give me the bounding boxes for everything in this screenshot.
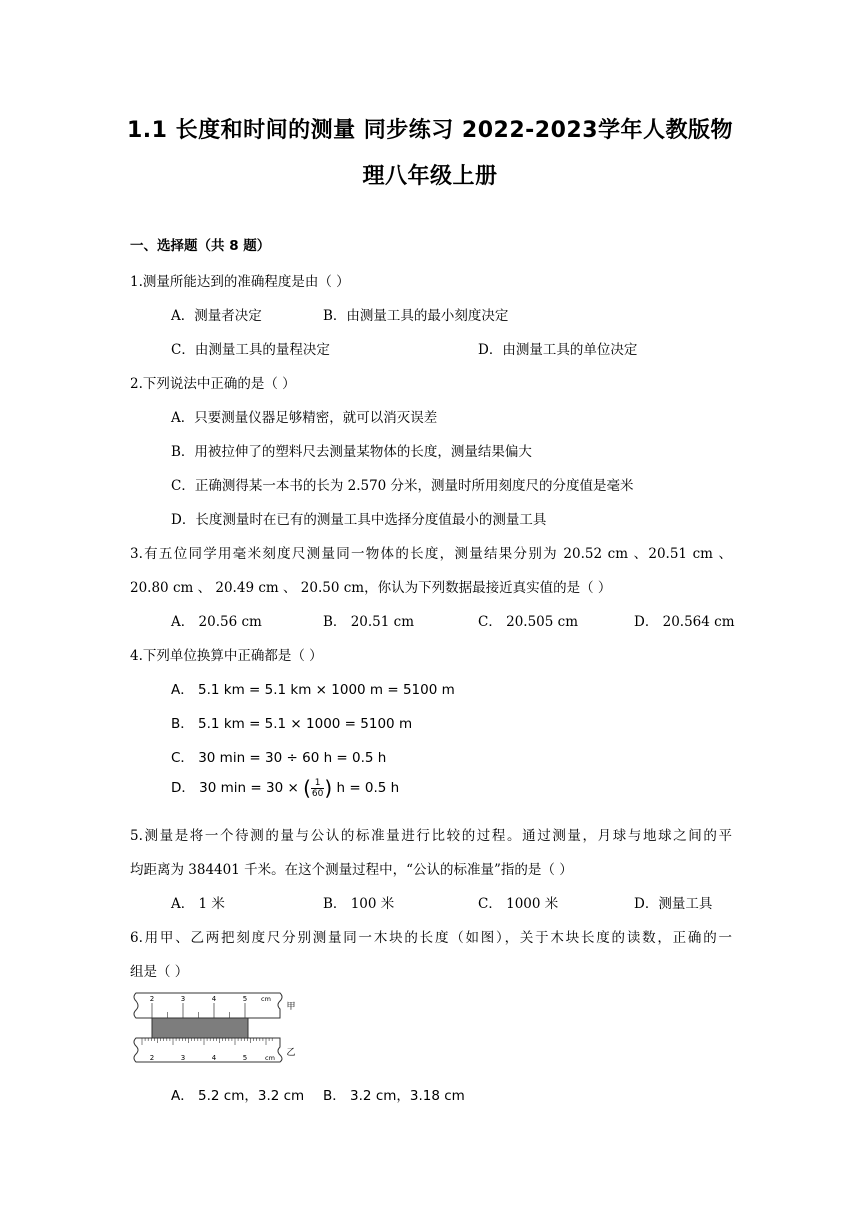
ruler-diagram [130,990,295,1065]
option-d-prefix: D． 30 min = 30 × [171,780,299,796]
question-2-stem: 2.下列说法中正确的是（ ） [130,376,296,392]
ruler-top-tick-label-3: 3 [180,995,186,1003]
question-1-option-a: A．测量者决定 [171,308,262,324]
question-2-option-a: A．只要测量仪器足够精密，就可以消灭误差 [171,410,438,426]
question-1-option-b: B．由测量工具的最小刻度决定 [323,308,509,324]
question-3-option-c: C． 20.505 cm [478,614,579,630]
right-paren: ) [324,776,333,800]
question-5-option-b: B． 100 米 [323,896,395,912]
question-1-option-d: D．由测量工具的单位决定 [478,342,638,358]
ruler-bottom-label: 乙 [286,1048,295,1058]
ruler-bottom-body [134,1038,282,1062]
fraction-denominator: 60 [311,788,324,799]
ruler-top-tick-label-5: 5 [242,995,248,1003]
question-1-stem: 1.测量所能达到的准确程度是由（ ） [130,274,350,290]
question-5-stem-line-1: 5.测量是将一个待测的量与公认的标准量进行比较的过程。通过测量，月球与地球之间的平 [130,828,732,844]
page-title [120,108,740,200]
question-6-stem-line-2: 组是（ ） [130,964,189,980]
ruler-top-unit: cm [261,995,271,1003]
ruler-top-tick-label-4: 4 [211,995,217,1003]
ruler-top [134,993,295,1018]
question-3-option-a: A． 20.56 cm [171,614,262,630]
option-d-suffix: h = 0.5 h [336,780,400,796]
ruler-bottom-unit: cm [265,1054,275,1062]
title-line-1: 1.1 长度和时间的测量 同步练习 2022-2023学年人教版物 [126,118,734,143]
question-5-option-a: A． 1 米 [171,896,225,912]
wood-block [152,1018,248,1038]
ruler-bottom-tick-label-4: 4 [211,1054,217,1062]
question-2-option-c: C．正确测得某一本书的长为 2.570 分米，测量时所用刻度尺的分度值是毫米 [171,478,634,494]
ruler-bottom-tick-label-5: 5 [242,1054,248,1062]
question-4-option-d [171,776,399,800]
question-5-option-d: D．测量工具 [634,896,713,912]
left-paren: ( [303,776,311,800]
ruler-top-tick-label-2: 2 [149,995,155,1003]
title-line-2: 理八年级上册 [362,164,498,189]
section-heading: 一、选择题（共 8 题） [130,238,271,254]
question-6-option-b: B． 3.2 cm，3.18 cm [323,1088,465,1104]
question-3-stem-line-1: 3.有五位同学用毫米刻度尺测量同一物体的长度，测量结果分别为 20.52 cm 、20.51 cm 、 [130,546,732,562]
question-1-option-c: C．由测量工具的量程决定 [171,342,330,358]
question-6-option-a: A． 5.2 cm，3.2 cm [171,1088,305,1104]
question-5-stem-line-2: 均距离为 384401 千米。在这个测量过程中，“公认的标准量”指的是（ ） [130,862,573,878]
ruler-top-body [134,993,282,1018]
fraction-numerator: 1 [311,778,324,789]
ruler-bottom-tick-label-2: 2 [149,1054,155,1062]
question-3-option-b: B． 20.51 cm [323,614,415,630]
question-3-stem-line-2: 20.80 cm 、 20.49 cm 、 20.50 cm，你认为下列数据最接近真实值的是（ ） [130,580,612,596]
question-5-option-c: C． 1000 米 [478,896,559,912]
ruler-figure [130,990,295,1069]
question-6-stem-line-1: 6.用甲、乙两把刻度尺分别测量同一木块的长度（如图），关于木块长度的读数，正确的一 [130,930,732,946]
ruler-bottom [134,1038,295,1062]
question-4-option-b: B． 5.1 km = 5.1 × 1000 = 5100 m [171,716,413,732]
question-4-option-c: C． 30 min = 30 ÷ 60 h = 0.5 h [171,750,387,766]
question-3-option-d: D． 20.564 cm [634,614,735,630]
fraction [311,778,324,799]
question-4-stem: 4.下列单位换算中正确都是（ ） [130,648,323,664]
ruler-top-label: 甲 [286,1002,295,1012]
ruler-bottom-tick-label-3: 3 [180,1054,186,1062]
question-4-option-a: A． 5.1 km = 5.1 km × 1000 m = 5100 m [171,682,455,698]
question-2-option-b: B．用被拉伸了的塑料尺去测量某物体的长度，测量结果偏大 [171,444,532,460]
question-2-option-d: D．长度测量时在已有的测量工具中选择分度值最小的测量工具 [171,512,547,528]
